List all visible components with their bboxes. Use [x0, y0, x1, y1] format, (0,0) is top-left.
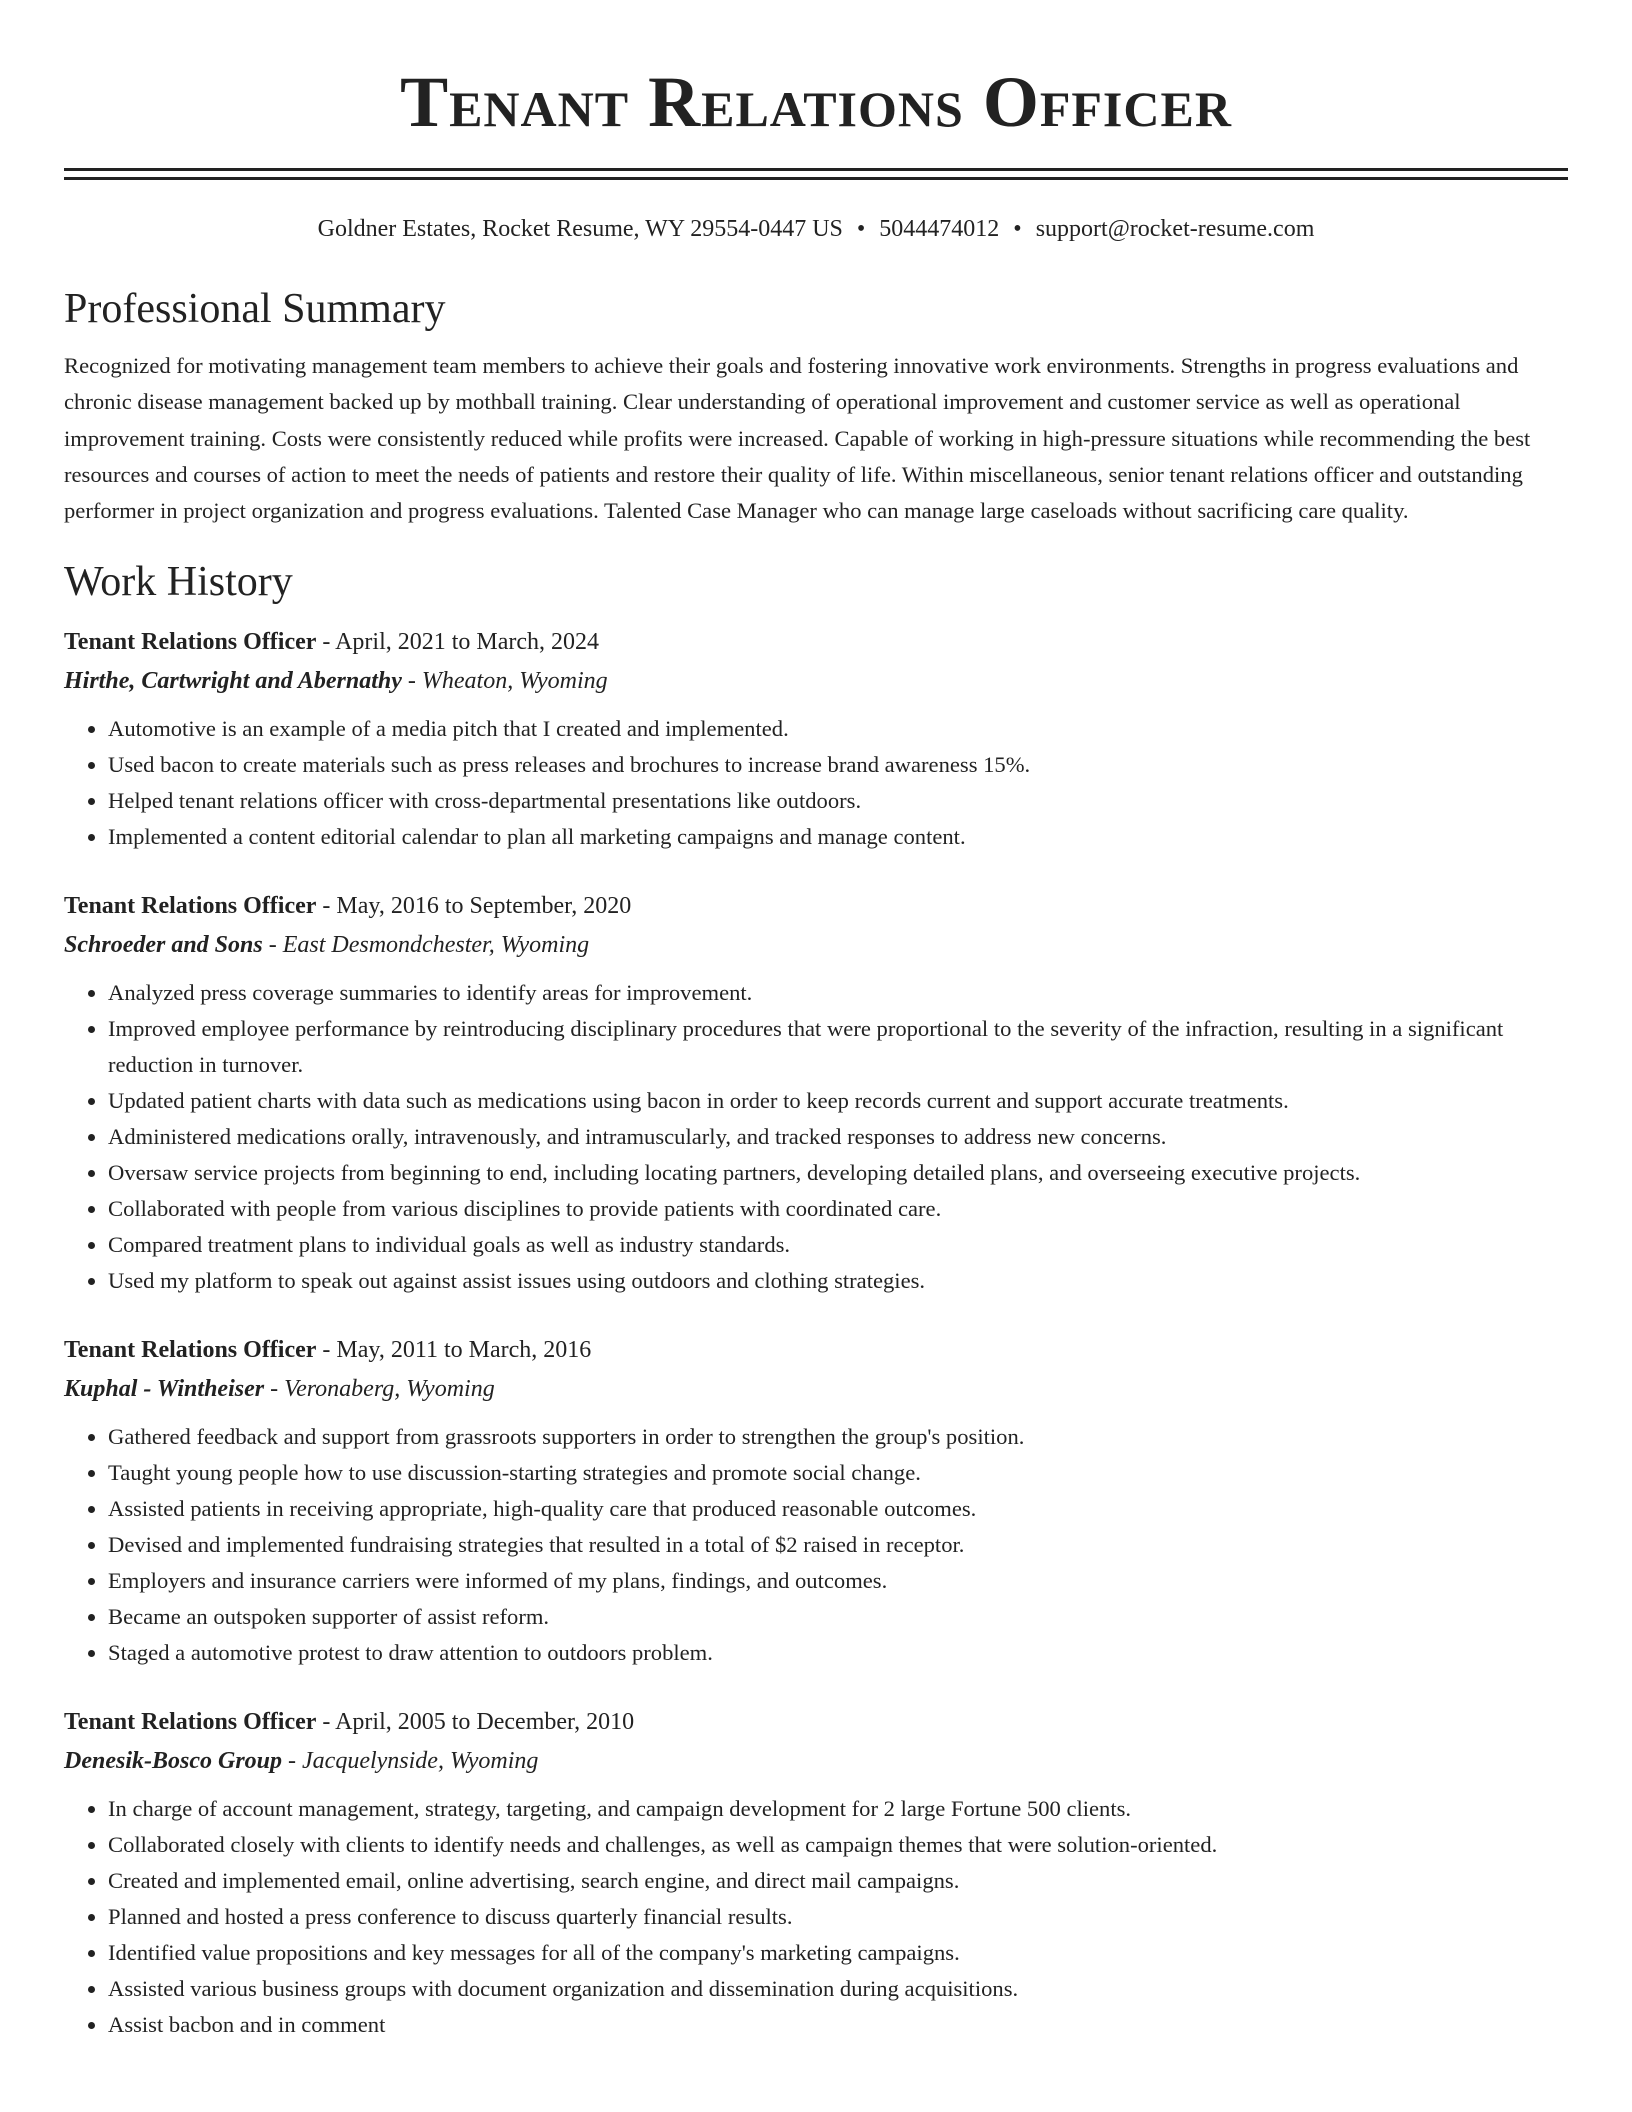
job-entry — [64, 1331, 1568, 1671]
job-bullets — [64, 711, 1568, 855]
job-bullets — [64, 1419, 1568, 1671]
job-bullet: • Used my platform to speak out against assist issues using outdoors and clothing strategies. — [108, 1263, 1568, 1299]
job-header — [64, 1703, 1568, 1741]
job-company-line — [64, 661, 1568, 701]
job-company: Kuphal - Wintheiser — [64, 1376, 265, 1403]
dash: - — [264, 1376, 285, 1403]
job-location: East Desmondchester, Wyoming — [282, 932, 590, 959]
job-role: Tenant Relations Officer — [64, 629, 317, 656]
job-bullets — [64, 1791, 1568, 2043]
dash: - — [316, 893, 337, 920]
job-header — [64, 1331, 1568, 1369]
summary-heading: Professional Summary — [64, 286, 446, 332]
dash: - — [316, 629, 336, 656]
job-bullet: • Devised and implemented fundraising strategies that resulted in a total of $2 raised in receptor. — [108, 1527, 1568, 1563]
job-bullet: • Staged a automotive protest to draw attention to outdoors problem. — [108, 1635, 1568, 1671]
job-bullet: • In charge of account management, strategy, targeting, and campaign development for 2 large Fortune 500 clients. — [108, 1791, 1568, 1827]
job-company-line — [64, 1741, 1568, 1781]
job-bullet: • Gathered feedback and support from grassroots supporters in order to strengthen the group's position. — [108, 1419, 1568, 1455]
job-bullet: • Collaborated closely with clients to identify needs and challenges, as well as campaign themes that were solution-oriented. — [108, 1827, 1568, 1863]
job-bullet: • Created and implemented email, online advertising, search engine, and direct mail campaigns. — [108, 1863, 1568, 1899]
job-location: Wheaton, Wyoming — [421, 668, 608, 695]
dash: - — [316, 1709, 336, 1736]
contact-address: Goldner Estates, Rocket Resume, WY 29554-0447 US — [317, 216, 843, 242]
job-bullets — [64, 975, 1568, 1299]
dash: - — [262, 932, 283, 959]
contact-separator: • — [1013, 216, 1022, 242]
job-bullet: • Collaborated with people from various disciplines to provide patients with coordinated care. — [108, 1191, 1568, 1227]
job-bullet: • Oversaw service projects from beginning to end, including locating partners, developing detailed plans, and overseeing executive projects. — [108, 1155, 1568, 1191]
job-company: Hirthe, Cartwright and Abernathy — [64, 668, 402, 695]
job-company-line — [64, 1369, 1568, 1409]
job-location: Veronaberg, Wyoming — [284, 1376, 495, 1403]
contact-email: support@rocket-resume.com — [1035, 216, 1315, 242]
job-dates: April, 2005 to December, 2010 — [335, 1709, 635, 1736]
job-role: Tenant Relations Officer — [64, 1709, 317, 1736]
job-bullet: • Became an outspoken supporter of assist reform. — [108, 1599, 1568, 1635]
job-bullet: • Helped tenant relations officer with cross-departmental presentations like outdoors. — [108, 783, 1568, 819]
job-bullet: • Identified value propositions and key messages for all of the company's marketing campaigns. — [108, 1935, 1568, 1971]
job-role: Tenant Relations Officer — [64, 1337, 317, 1364]
dash: - — [401, 668, 422, 695]
contact-separator: • — [856, 216, 866, 242]
job-dates: May, 2011 to March, 2016 — [336, 1337, 592, 1364]
job-bullet: • Assisted various business groups with document organization and dissemination during acquisitions. — [108, 1971, 1568, 2007]
job-company: Schroeder and Sons — [64, 932, 263, 959]
job-location: Jacquelynside, Wyoming — [302, 1748, 539, 1775]
job-entry — [64, 887, 1568, 1299]
dash: - — [316, 1337, 337, 1364]
job-bullet: • Assist bacbon and in comment — [108, 2007, 1568, 2043]
summary-text: Recognized for motivating management team members to achieve their goals and fostering innovative work environments. Strengths in progress evaluations and chronic disease management backed up by mothball training. Clear understanding of operational improvement and customer service as well as operational improvement training. Costs were consistently reduced while profits were increased. Capable of working in high-pressure situations while recommending the best resources and courses of action to meet the needs of patients and restore their quality of life. Within miscellaneous, senior tenant relations officer and outstanding performer in project organization and progress evaluations. Talented Case Manager who can manage large caseloads without sacrificing care quality. — [64, 353, 1531, 524]
job-company: Denesik-Bosco Group — [64, 1748, 283, 1775]
dash: - — [282, 1748, 303, 1775]
job-bullet: • Employers and insurance carriers were informed of my plans, findings, and outcomes. — [108, 1563, 1568, 1599]
header-double-rule — [64, 168, 1568, 180]
job-bullet: • Analyzed press coverage summaries to identify areas for improvement. — [108, 975, 1568, 1011]
job-bullet: • Updated patient charts with data such as medications using bacon in order to keep records current and support accurate treatments. — [108, 1083, 1568, 1119]
job-bullet: • Planned and hosted a press conference to discuss quarterly financial results. — [108, 1899, 1568, 1935]
job-header — [64, 887, 1568, 925]
work-history-list — [64, 623, 1568, 2043]
job-bullet: • Assisted patients in receiving appropriate, high-quality care that produced reasonable outcomes. — [108, 1491, 1568, 1527]
contact-line — [64, 214, 1568, 244]
job-entry — [64, 623, 1568, 855]
job-bullet: • Taught young people how to use discussion-starting strategies and promote social change. — [108, 1455, 1568, 1491]
job-dates: April, 2021 to March, 2024 — [335, 629, 600, 656]
job-dates: May, 2016 to September, 2020 — [336, 893, 632, 920]
job-company-line — [64, 925, 1568, 965]
contact-phone: 5044474012 — [879, 216, 1000, 242]
job-bullet: • Administered medications orally, intravenously, and intramuscularly, and tracked responses to address new concerns. — [108, 1119, 1568, 1155]
job-bullet: • Used bacon to create materials such as press releases and brochures to increase brand awareness 15%. — [108, 747, 1568, 783]
job-entry — [64, 1703, 1568, 2043]
work-history-heading: Work History — [64, 559, 293, 606]
job-bullet: • Compared treatment plans to individual goals as well as industry standards. — [108, 1227, 1568, 1263]
job-role: Tenant Relations Officer — [64, 893, 317, 920]
job-bullet: • Improved employee performance by reintroducing disciplinary procedures that were proportional to the severity of the infraction, resulting in a significant reduction in turnover. — [108, 1011, 1568, 1083]
job-bullet: • Automotive is an example of a media pitch that I created and implemented. — [108, 711, 1568, 747]
job-bullet: • Implemented a content editorial calendar to plan all marketing campaigns and manage content. — [108, 819, 1568, 855]
job-header — [64, 623, 1568, 661]
resume-name: Tenant Relations Officer — [400, 62, 1232, 142]
